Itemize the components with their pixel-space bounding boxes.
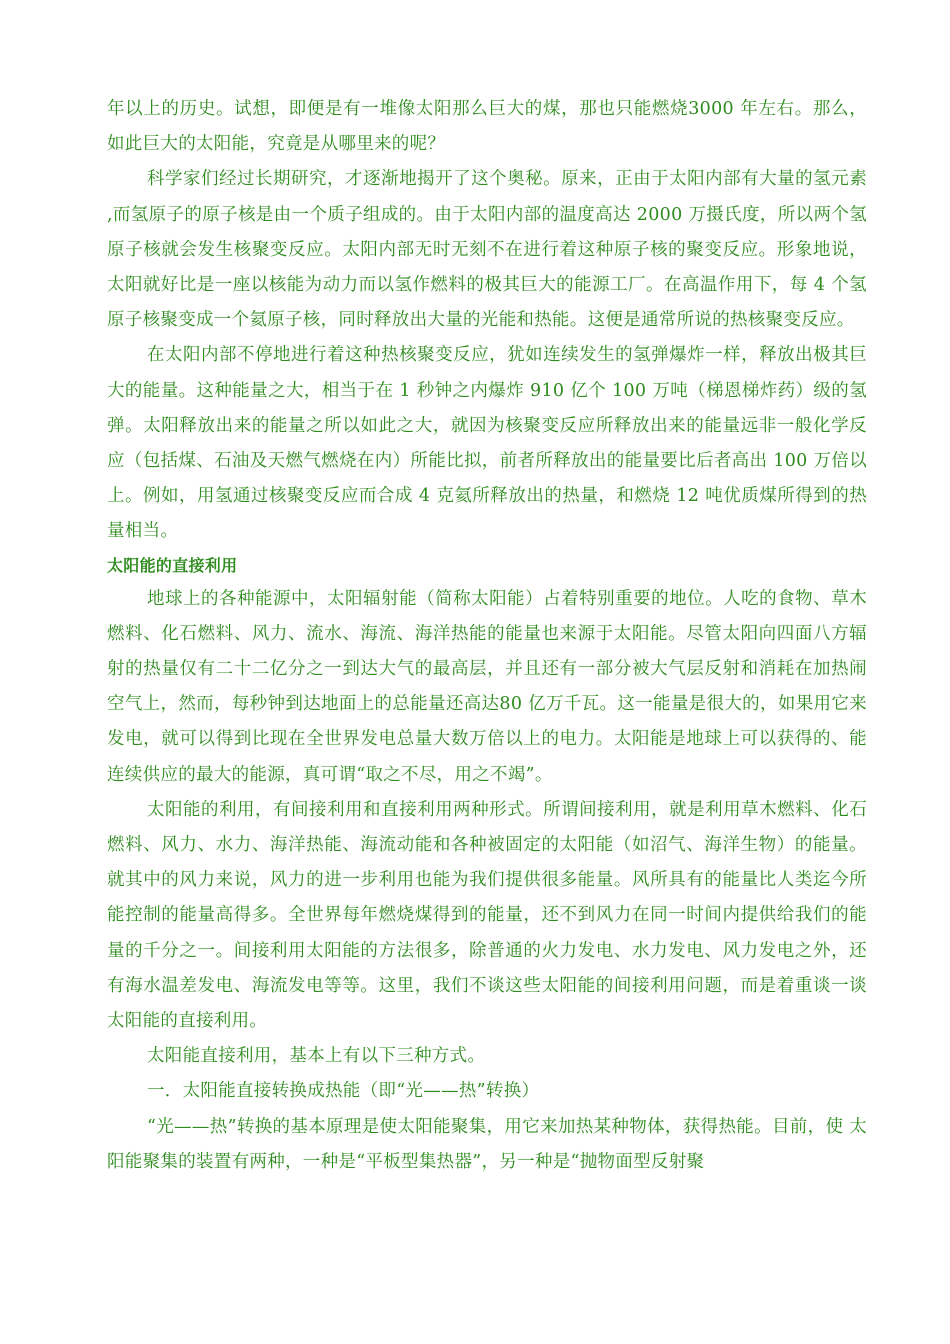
paragraph-indirect-use: 太阳能的利用，有间接利用和直接利用两种形式。所谓间接利用，就是利用草木燃料、化石燃料、风力、水力、海洋热能、海流动能和各种被固定的太阳能（如沼气、海洋生物）的能量。就其中的风力来说，风力的进一步利用也能为我们提供很多能量。风所具有的能量比人类迄今所能控制的能量高得多。全世界每年燃烧煤得到的能量，还不到风力在同一时间内提供给我们的能量的千分之一。间接利用太阳能的方法很多，除普通的火力发电、水力发电、风力发电之外，还有海水温差发电、海流发电等等。这里，我们不谈这些太阳能的间接利用问题，而是着重谈一谈太阳能的直接利用。 [107, 799, 867, 1032]
paragraph-light-heat-principle: “光——热”转换的基本原理是使太阳能聚集，用它来加热某种物体，获得热能。目前，使 太阳能聚集的装置有两种，一种是“平板型集热器”，另一种是“抛物面型反射聚 [107, 1116, 867, 1172]
paragraph-three-methods: 太阳能直接利用，基本上有以下三种方式。 [147, 1046, 486, 1067]
paragraph-history-intro: 年以上的历史。试想，即便是有一堆像太阳那么巨大的煤，那也只能燃烧3000 年左右。那么，如此巨大的太阳能，究竟是从哪里来的呢？ [107, 99, 867, 155]
paragraph-method-one-title: 一．太阳能直接转换成热能（即“光——热”转换） [147, 1081, 540, 1102]
paragraph-fusion-origin: 科学家们经过长期研究，才逐渐地揭开了这个奥秘。原来，正由于太阳内部有大量的氢元素 ,而氢原子的原子核是由一个质子组成的。由于太阳内部的温度高达 2000 万摄氏度，所以两个氢原子核就会发生核聚变反应。太阳内部无时无刻不在进行着这种原子核的聚变反应。形象地说，太阳就好比是一座以核能为动力而以氢作燃料的极其巨大的能源工厂。在高温作用下，每 4 个氢原子核聚变成一个氦原子核，同时释放出大量的光能和热能。这便是通常所说的热核聚变反应。 [107, 169, 867, 331]
section-heading-direct-use: 太阳能的直接利用 [107, 555, 238, 575]
paragraph-energy-scale: 在太阳内部不停地进行着这种热核聚变反应，犹如连续发生的氢弹爆炸一样，释放出极其巨大的能量。这种能量之大，相当于在 1 秒钟之内爆炸 910 亿个 100 万吨（梯恩梯炸药）级的氢弹。太阳释放出来的能量之所以如此之大，就因为核聚变反应所释放出来的能量远非一般化学反应（包括煤、石油及天燃气燃烧在内）所能比拟，前者所释放出的能量要比后者高出 100 万倍以上。例如，用氢通过核聚变反应而合成 4 克氦所释放出的热量，和燃烧 12 吨优质煤所得到的热量相当。 [107, 345, 867, 542]
document-page [107, 92, 867, 1180]
paragraph-solar-importance: 地球上的各种能源中，太阳辐射能（简称太阳能）占着特别重要的地位。人吃的食物、草木燃料、化石燃料、风力、流水、海流、海洋热能的能量也来源于太阳能。尽管太阳向四面八方辐射的热量仅有二十二亿分之一到达大气的最高层，并且还有一部分被大气层反射和消耗在加热闹空气上，然而，每秒钟到达地面上的总能量还高达80 亿万千瓦。这一能量是很大的，如果用它来发电，就可以得到比现在全世界发电总量大数万倍以上的电力。太阳能是地球上可以获得的、能连续供应的最大的能源，真可谓“取之不尽，用之不竭”。 [107, 588, 867, 785]
